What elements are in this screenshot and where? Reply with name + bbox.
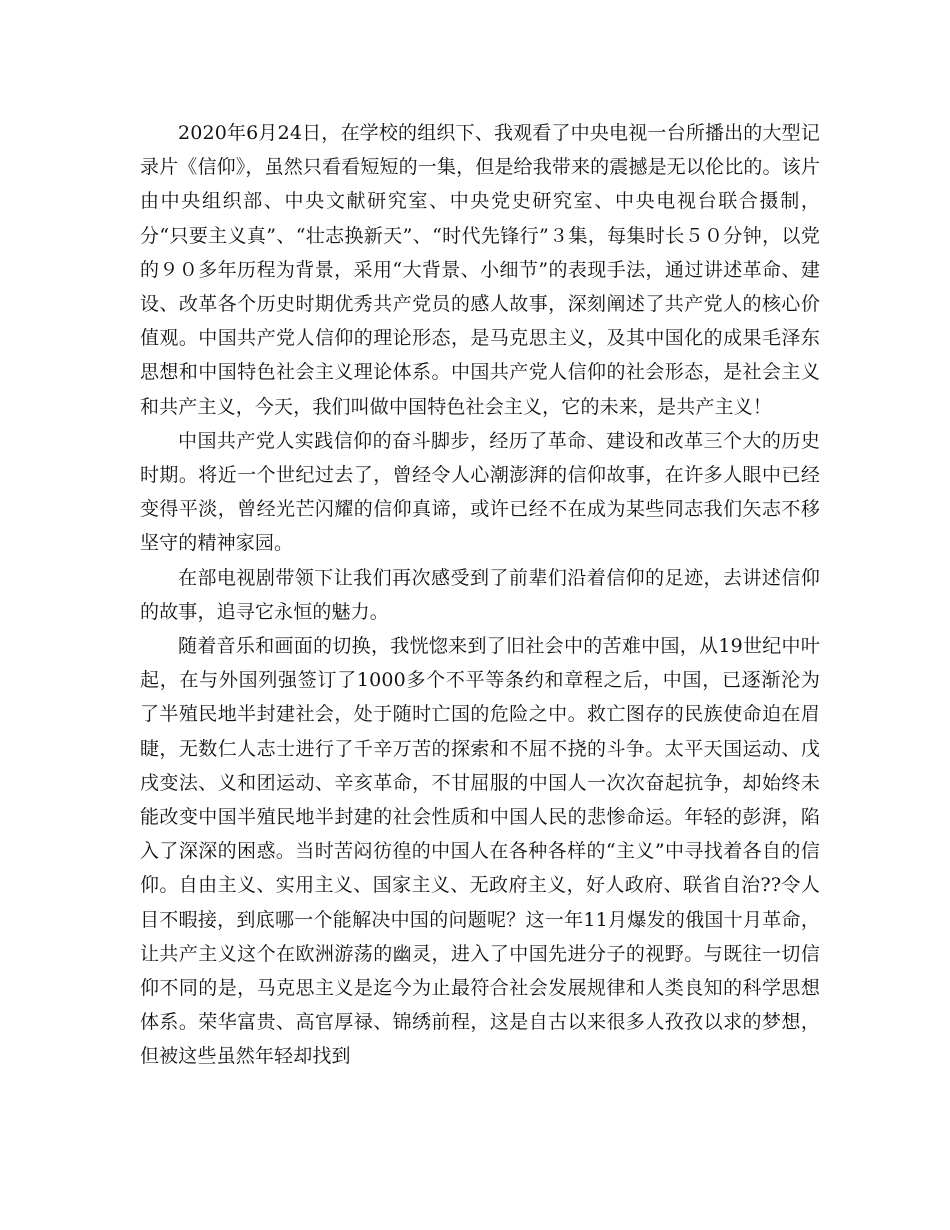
- paragraph-2: 中国共产党人实践信仰的奋斗脚步，经历了革命、建设和改革三个大的历史时期。将近一个世纪过去了，曾经令人心潮澎湃的信仰故事，在许多人眼中已经变得平淡，曾经光芒闪耀的信仰真谛，或许已经不在成为某些同志我们矢志不移坚守的精神家园。: [140, 429, 820, 555]
- paragraph-3: 在部电视剧带领下让我们再次感受到了前辈们沿着信仰的足迹，去讲述信仰的故事，追寻它永恒的魅力。: [140, 566, 820, 623]
- paragraph-1: 2020年6月24日，在学校的组织下、我观看了中央电视一台所播出的大型记录片《信仰》，虽然只看看短短的一集，但是给我带来的震撼是无以伦比的。该片由中央组织部、中央文献研究室、中央党史研究室、中央电视台联合摄制，分“只要主义真”、“壮志换新天”、“时代先锋行”３集，每集时长５０分钟，以党的９０多年历程为背景，采用“大背景、小细节”的表现手法，通过讲述革命、建设、改革各个历史时期优秀共产党员的感人故事，深刻阐述了共产党人的核心价值观。中国共产党人信仰的理论形态，是马克思主义，及其中国化的成果毛泽东思想和中国特色社会主义理论体系。中国共产党人信仰的社会形态，是社会主义和共产主义，今天，我们叫做中国特色社会主义，它的未来，是共产主义！: [140, 122, 820, 418]
- document-body: [140, 116, 820, 1074]
- paragraph-4: 随着音乐和画面的切换，我恍惚来到了旧社会中的苦难中国，从19世纪中叶起，在与外国列强签订了1000多个不平等条约和章程之后，中国，已逐渐沦为了半殖民地半封建社会，处于随时亡国的危险之中。救亡图存的民族使命迫在眉睫，无数仁人志士进行了千辛万苦的探索和不屈不挠的斗争。太平天国运动、戊戌变法、义和团运动、辛亥革命，不甘屈服的中国人一次次奋起抗争，却始终未能改变中国半殖民地半封建的社会性质和中国人民的悲惨命运。年轻的彭湃，陷入了深深的困惑。当时苦闷彷徨的中国人在各种各样的“主义”中寻找着各自的信仰。自由主义、实用主义、国家主义、无政府主义，好人政府、联省自治??令人目不暇接，到底哪一个能解决中国的问题呢？这一年11月爆发的俄国十月革命，让共产主义这个在欧洲游荡的幽灵，进入了中国先进分子的视野。与既往一切信仰不同的是，马克思主义是迄今为止最符合社会发展规律和人类良知的科学思想体系。荣华富贵、高官厚禄、锦绣前程，这是自古以来很多人孜孜以求的梦想，但被这些虽然年轻却找到: [140, 635, 820, 1068]
